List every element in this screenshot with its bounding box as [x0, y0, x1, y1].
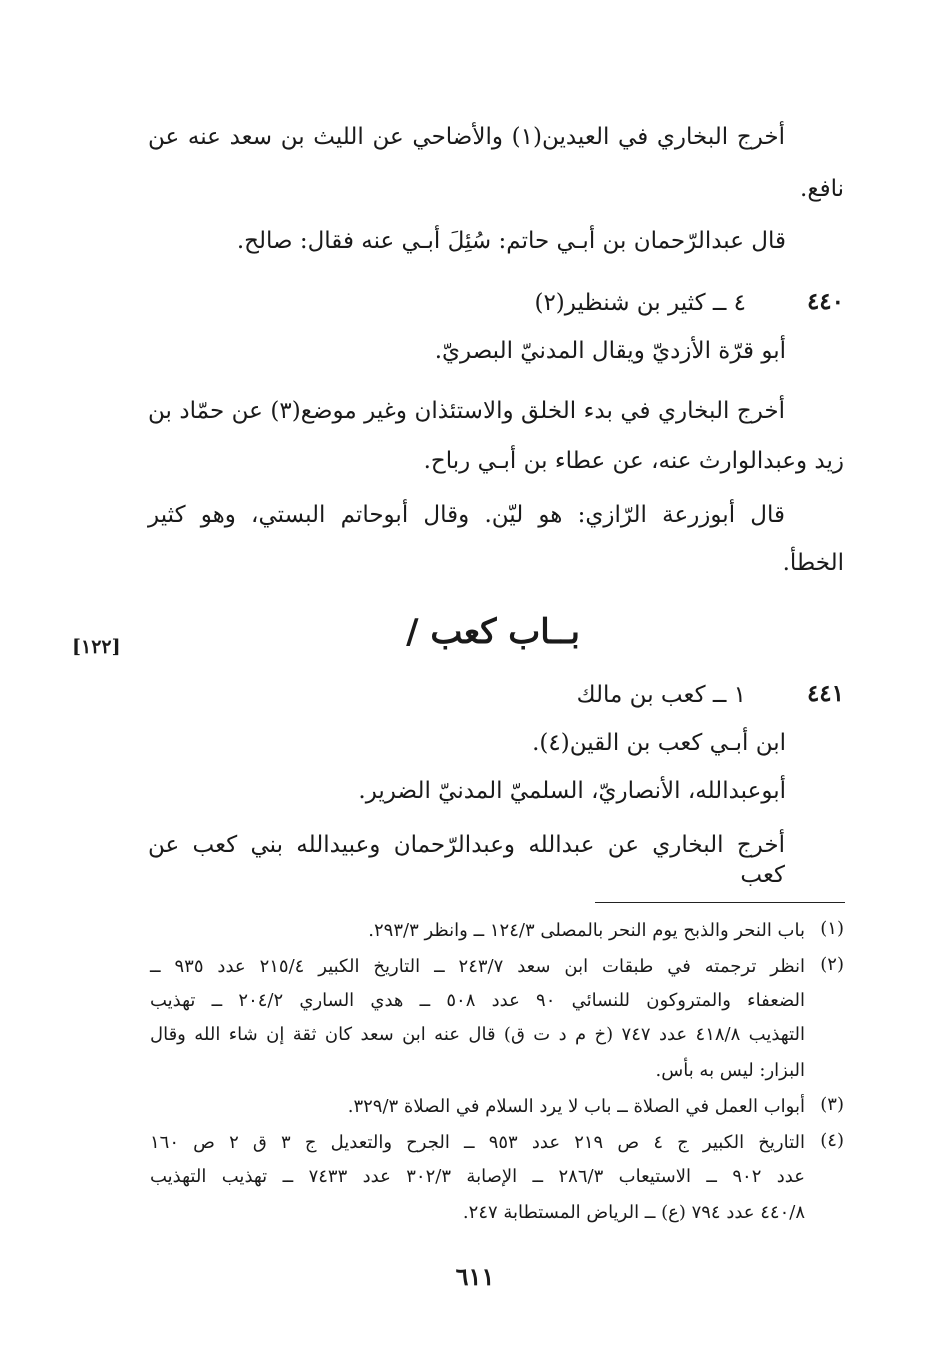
- body-text-line: قال عبدالرّحمان بن أبـي حاتم: سُئِلَ أبـي عنه فقال: صالح.: [236, 228, 786, 254]
- footnote-number: (٢): [820, 954, 844, 975]
- body-text-line: أبوعبدالله، الأنصاريّ، السلميّ المدنيّ الضرير.: [358, 778, 786, 804]
- marginal-page-reference: [١٢٢]: [72, 636, 121, 658]
- body-text-line: أبو قرّة الأزديّ ويقال المدنيّ البصريّ.: [434, 338, 786, 364]
- body-text-line: قال أبوزرعة الرّازي: هو ليّن. وقال أبوحاتم البستي، وهو كثير: [148, 502, 785, 528]
- section-heading: بــاب كعب /: [406, 612, 580, 652]
- footnote-line: البزار: ليس به بأس.: [655, 1060, 805, 1081]
- body-text-line: ابن أبـي كعب بن القين(٤).: [532, 730, 786, 756]
- page-number: ٦١١: [455, 1262, 495, 1291]
- entry-number: ٤٤٠: [806, 288, 844, 315]
- footnote-number: (٤): [820, 1130, 844, 1151]
- footnote-number: (١): [820, 918, 844, 939]
- entry-number: ٤٤١: [806, 680, 844, 707]
- footnote-line: باب النحر والذبح يوم النحر بالمصلى ١٢٤/٣ ــ وانظر ٢٩٣/٣.: [368, 920, 805, 941]
- body-text-line: أخرج البخاري في بدء الخلق والاستئذان وغير موضع(٣) عن حمّاد بن: [148, 398, 785, 424]
- footnote-line: ٤٤٠/٨ عدد ٧٩٤ (ع) ــ الرياض المستطابة ٢٤٧.: [462, 1202, 805, 1223]
- body-text-line: أخرج البخاري في العيدين(١) والأضاحي عن الليث بن سعد عنه عن: [148, 124, 786, 150]
- footnote-line: التاريخ الكبير ج ٤ ص ٢١٩ عدد ٩٥٣ ــ الجرح والتعديل ج ٣ ق ٢ ص ١٦٠: [150, 1132, 806, 1153]
- body-text-line: نافع.: [800, 176, 844, 202]
- body-text-line: الخطأ.: [782, 550, 844, 576]
- footnote-number: (٣): [820, 1094, 844, 1115]
- entry-title: ٤ ــ كثير بن شنظير(٢): [534, 290, 746, 316]
- footnote-line: انظر ترجمته في طبقات ابن سعد ٢٤٣/٧ ــ التاريخ الكبير ٢١٥/٤ عدد ٩٣٥ ــ: [150, 956, 805, 977]
- footnote-line: عدد ٩٠٢ ــ الاستيعاب ٢٨٦/٣ ــ الإصابة ٣٠٢/٣ عدد ٧٤٣٣ ــ تهذيب التهذيب: [150, 1166, 805, 1187]
- footnote-separator: [595, 902, 845, 903]
- footnote-line: أبواب العمل في الصلاة ــ باب لا يرد السلام في الصلاة ٣٢٩/٣.: [347, 1096, 805, 1117]
- body-text-line: زيد وعبدالوارث عنه، عن عطاء بن أبـي رباح.: [423, 448, 844, 474]
- footnote-line: التهذيب ٤١٨/٨ عدد ٧٤٧ (خ م د ت ق) قال عنه ابن سعد كان ثقة إن شاء الله وقال: [150, 1024, 806, 1045]
- footnote-line: الضعفاء والمتروكون للنسائي ٩٠ عدد ٥٠٨ ــ هدي الساري ٢٠٤/٢ ــ تهذيب: [150, 990, 805, 1011]
- body-text-line: أخرج البخاري عن عبدالله وعبدالرّحمان وعبيدالله بني كعب عن كعب: [148, 832, 785, 888]
- entry-title: ١ ــ كعب بن مالك: [576, 682, 746, 708]
